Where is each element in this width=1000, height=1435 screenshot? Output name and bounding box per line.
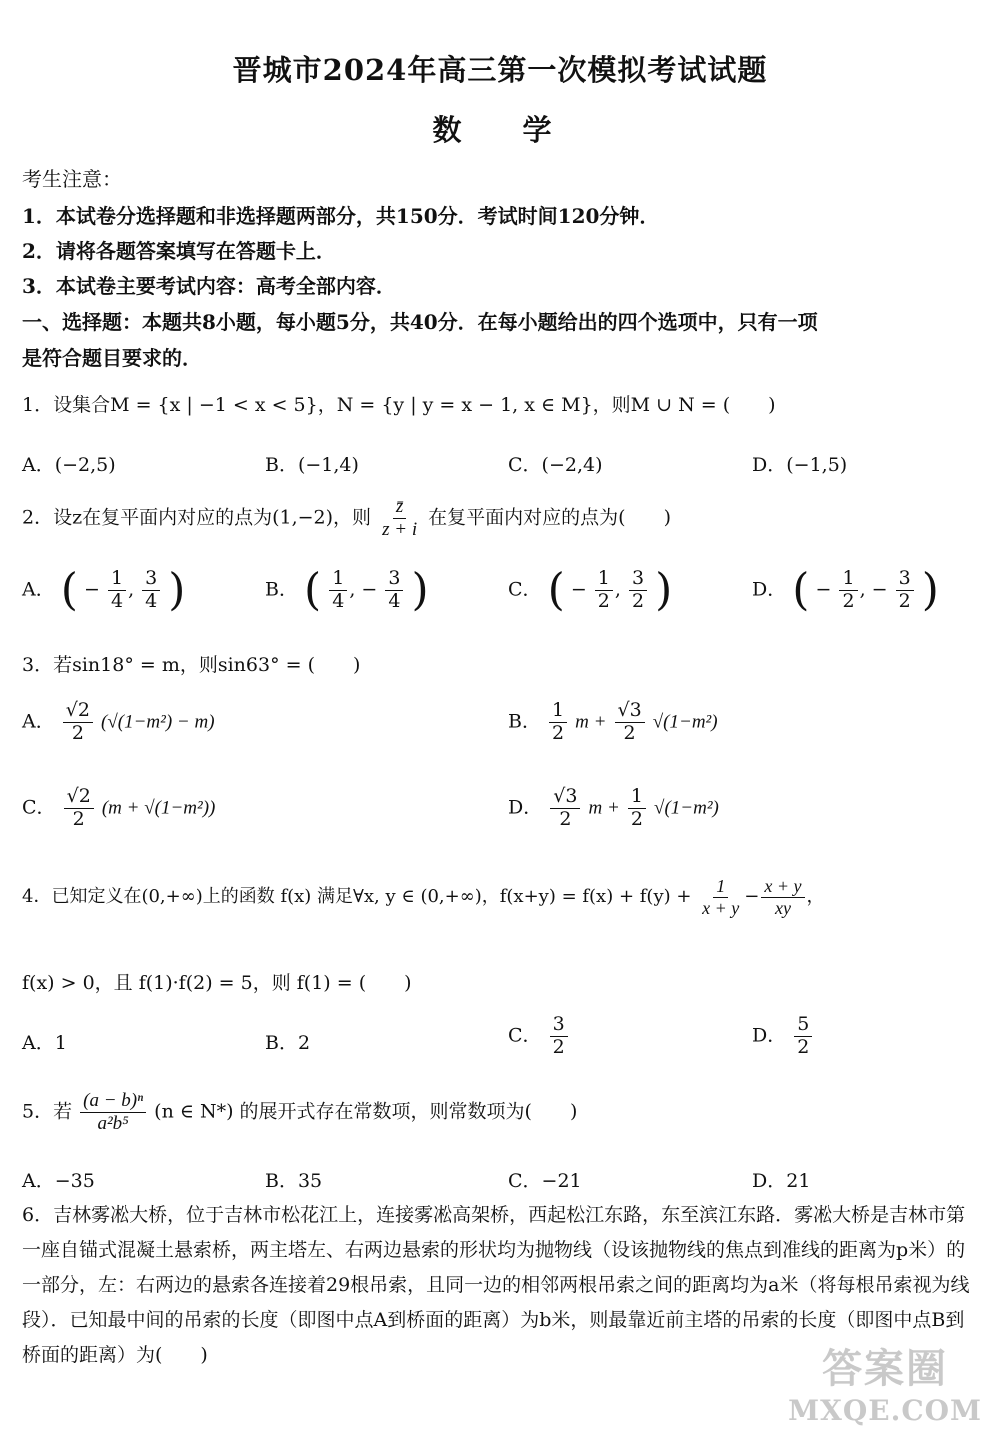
q2-option-a-label: A．	[22, 578, 55, 601]
q4-stem	[22, 876, 825, 918]
q3-option-d	[508, 786, 719, 831]
q3-option-b-num2: √3	[615, 700, 645, 723]
watermark-logo: 答案圈	[822, 1345, 949, 1392]
q2-fraction	[379, 496, 420, 541]
q3-option-a	[22, 700, 215, 745]
q2-option-d-den2: 2	[898, 589, 911, 612]
q3-option-d-num1: √3	[550, 786, 580, 809]
q2-option-a-sign1: −	[84, 578, 100, 601]
q1-option-c: C．(−2,4)	[508, 454, 603, 476]
watermark	[788, 1337, 982, 1427]
q2-stem-post: 在复平面内对应的点为( )	[428, 506, 671, 529]
q3-option-a-tail: (√(1−m²) − m)	[101, 711, 215, 733]
q5-fraction-den: a²b⁵	[97, 1112, 129, 1134]
q3-option-b-tail: √(1−m²)	[652, 711, 718, 733]
q5-option-c: C．−21	[508, 1170, 582, 1192]
subject-title: 数 学	[432, 113, 568, 147]
q2-option-c-label: C．	[508, 578, 542, 601]
section-heading-line1: 一、选择题：本题共8小题，每小题5分，共40分．在每小题给出的四个选项中，只有一项	[22, 310, 818, 334]
q2-option-d-label: D．	[752, 578, 787, 601]
notice-item-1: 1．本试卷分选择题和非选择题两部分，共150分．考试时间120分钟．	[22, 204, 660, 228]
q3-option-b-den2: 2	[623, 721, 636, 744]
q4-comma: ，	[806, 886, 825, 908]
q3-option-a-num: √2	[63, 700, 93, 723]
q1-option-a: A．(−2,5)	[22, 454, 116, 476]
q2-option-a-den2: 4	[145, 589, 158, 612]
section-heading-line2: 是符合题目要求的．	[22, 346, 202, 370]
q3-option-d-mid: m +	[588, 797, 620, 819]
q4-fraction1-den: x + y	[702, 897, 740, 918]
q3-option-d-den2: 2	[630, 807, 643, 830]
q4-option-c-num: 3	[550, 1014, 568, 1037]
q3-option-d-num2: 1	[628, 786, 646, 809]
q2-option-d-num2: 3	[896, 568, 914, 591]
q2-stem-pre: 2．设z在复平面内对应的点为(1,−2)，则	[22, 506, 372, 529]
q2-option-b-den2: 4	[388, 589, 401, 612]
q2-option-a-num2: 3	[142, 568, 160, 591]
q4-option-d	[752, 1014, 814, 1059]
q2-stem	[22, 496, 671, 541]
q2-option-d: D． ( − $\frac{1}{2}$ , − $\frac{3}{2}$ )	[752, 564, 939, 616]
q2-option-c-sign1: −	[570, 578, 587, 601]
q4-stem-pre: 4．已知定义在(0,+∞)上的函数 f(x) 满足∀x, y ∈ (0,+∞)，f(x+y) = f(x) + f(y) +	[22, 886, 692, 908]
q2-option-b-num2: 3	[385, 568, 403, 591]
q3-option-a-den: 2	[71, 721, 84, 744]
q2-option-b-den1: 4	[332, 589, 345, 612]
q5-fraction-num: (a − b)ⁿ	[80, 1090, 146, 1113]
q4-option-d-label: D．	[752, 1024, 787, 1047]
q4-option-d-num: 5	[794, 1014, 812, 1037]
q3-option-b	[508, 700, 718, 745]
q1-option-b: B．(−1,4)	[265, 454, 359, 476]
q5-option-a: A．−35	[22, 1170, 95, 1192]
q2-option-b: B． ( $\frac{1}{4}$ , − $\frac{3}{4}$ )	[265, 564, 429, 616]
q4-option-b: B．2	[265, 1032, 311, 1054]
q2-option-c-den1: 2	[597, 589, 610, 612]
q4-option-c-label: C．	[508, 1024, 542, 1047]
q3-option-b-den1: 2	[552, 721, 565, 744]
q2-option-b-num1: 1	[329, 568, 347, 591]
q3-option-c	[22, 786, 215, 831]
q2-fraction-num: z̄	[393, 496, 406, 519]
q4-option-c-den: 2	[552, 1035, 565, 1058]
q1-option-d: D．(−1,5)	[752, 454, 848, 476]
q1-stem: 1．设集合M = {x | −1 < x < 5}，N = {y | y = x − 1, x ∈ M}，则M ∪ N = ( )	[22, 394, 776, 416]
q3-stem: 3．若sin18° = m，则sin63° = ( )	[22, 654, 361, 676]
q2-option-c-num1: 1	[595, 568, 613, 591]
q3-option-c-tail: (m + √(1−m²))	[101, 797, 216, 819]
q4-fraction2-den: xy	[774, 897, 791, 918]
q3-option-b-label: B．	[508, 710, 541, 733]
q4-stem-line2: f(x) > 0，且 f(1)·f(2) = 5，则 f(1) = ( )	[22, 972, 412, 994]
exam-title: 晋城市2024年高三第一次模拟考试试题	[232, 53, 768, 87]
q4-option-a: A．1	[22, 1032, 67, 1054]
notice-item-2: 2．请将各题答案填写在答题卡上．	[22, 239, 336, 263]
q2-option-d-num1: 1	[839, 568, 857, 591]
q6-text: 6．吉林雾凇大桥，位于吉林市松花江上，连接雾凇高架桥，西起松江东路，东至滨江东路．雾凇大桥是吉林市第一座自锚式混凝土悬索桥，两主塔左、右两边悬索的形状均为抛物线（设该抛物线的焦点到准线的距离为p米）的一部分，左：右两边的悬索各连接着29根吊索，且同一边的相邻两根吊索之间的距离均为a米（将每根吊索视为线段）．已知最中间的吊索的长度（即图中点A到桥面的距离）为b米，则最靠近前主塔的吊索的长度（即图中点B到桥面的距离）为( )	[22, 1204, 970, 1366]
q4-fraction1-num: 1	[713, 876, 728, 898]
q2-option-d-den1: 2	[842, 589, 855, 612]
q3-option-d-tail: √(1−m²)	[654, 797, 719, 819]
q2-option-d-sign1: −	[815, 578, 832, 601]
q2-option-b-label: B．	[265, 578, 298, 601]
q4-option-c	[508, 1014, 570, 1059]
q2-option-c-num2: 3	[629, 568, 647, 591]
q3-option-a-label: A．	[22, 710, 55, 733]
q2-option-d-sign2: −	[871, 578, 888, 601]
q5-stem-pre: 5．若	[22, 1100, 73, 1123]
q4-fraction2-num: x + y	[761, 876, 804, 898]
q2-option-a-den1: 4	[110, 589, 124, 612]
q2-option-a-num1: 1	[108, 568, 126, 591]
q5-stem	[22, 1090, 577, 1135]
q5-option-d: D．21	[752, 1170, 811, 1192]
q3-option-d-den1: 2	[559, 807, 572, 830]
notice-item-3: 3．本试卷主要考试内容：高考全部内容．	[22, 274, 396, 298]
q2-option-a: A． ( − $\frac{1}{4}$ , $\frac{3}{4}$ )	[22, 564, 186, 616]
watermark-url: MXQE.COM	[788, 1394, 982, 1427]
q2-option-c: C． ( − $\frac{1}{2}$ , $\frac{3}{2}$ )	[508, 564, 673, 616]
q2-option-c-den2: 2	[631, 589, 645, 612]
q5-option-b: B．35	[265, 1170, 323, 1192]
q3-option-b-mid: m +	[575, 711, 607, 733]
q2-option-b-sign2: −	[361, 578, 378, 601]
q3-option-c-den: 2	[72, 807, 85, 830]
notice-heading: 考生注意：	[22, 167, 122, 191]
q3-option-c-num: √2	[64, 786, 94, 809]
q2-fraction-den: z + i	[382, 518, 418, 540]
q4-minus: −	[744, 886, 760, 908]
q5-stem-post: (n ∈ N*) 的展开式存在常数项，则常数项为( )	[154, 1100, 578, 1123]
q3-option-c-label: C．	[22, 796, 56, 819]
q3-option-b-num1: 1	[549, 700, 567, 723]
q3-option-d-label: D．	[508, 796, 543, 819]
q4-option-d-den: 2	[797, 1035, 810, 1058]
